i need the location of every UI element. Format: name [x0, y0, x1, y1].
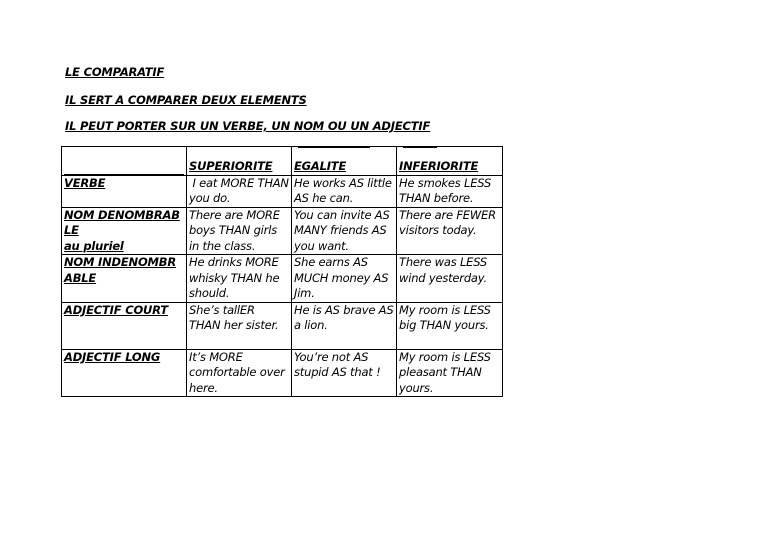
row-label-adjectif-court: ADJECTIF COURT: [62, 302, 187, 349]
cell-superiorite: I eat MORE THAN you do.: [187, 175, 292, 207]
header-label-inferiorite: INFERIORITE: [399, 159, 479, 173]
table-header-row: [62, 147, 503, 176]
table-row: [62, 175, 503, 207]
row-label-nom-indenombrable: NOM INDENOMBRABLE: [62, 255, 187, 303]
cell-superiorite: He drinks MORE whisky THAN he should.: [187, 255, 292, 303]
row-label-adjectif-long: ADJECTIF LONG: [62, 349, 187, 397]
table-row: [62, 207, 503, 255]
row-label-verbe: VERBE: [62, 175, 187, 207]
table-row: [62, 302, 503, 349]
cell-inferiorite: My room is LESS big THAN yours.: [397, 302, 503, 349]
cell-egalite: He works AS little AS he can.: [292, 175, 397, 207]
comparison-table: [61, 146, 503, 397]
header-empty-cell: [62, 147, 187, 176]
row-label-line: au pluriel: [64, 238, 124, 253]
cell-superiorite: It’s MORE comfortable over here.: [187, 349, 292, 397]
header-label-superiorite: SUPERIORITE: [189, 159, 273, 173]
header-inferiorite: [397, 147, 503, 176]
cell-inferiorite: My room is LESS pleasant THAN yours.: [397, 349, 503, 397]
purpose-heading: IL SERT A COMPARER DEUX ELEMENTS: [65, 93, 307, 107]
cell-egalite: You can invite AS MANY friends AS you want.: [292, 207, 397, 255]
cell-inferiorite: There was LESS wind yesterday.: [397, 255, 503, 303]
page-title: LE COMPARATIF: [65, 65, 165, 79]
cell-egalite: He is AS brave AS a lion.: [292, 302, 397, 349]
cell-superiorite: She’s tallER THAN her sister.: [187, 302, 292, 349]
header-superiorite: [187, 147, 292, 176]
header-label-egalite: EGALITE: [294, 159, 347, 173]
table-row: [62, 349, 503, 397]
row-label-line: NOM DENOMBRABLE: [64, 207, 180, 237]
cell-inferiorite: There are FEWER visitors today.: [397, 207, 503, 255]
scope-heading: IL PEUT PORTER SUR UN VERBE, UN NOM OU UN ADJECTIF: [65, 119, 431, 133]
cell-inferiorite: He smokes LESS THAN before.: [397, 175, 503, 207]
row-label-nom-denombrable: [62, 207, 187, 255]
cell-superiorite: There are MORE boys THAN girls in the class.: [187, 207, 292, 255]
cell-egalite: You’re not AS stupid AS that !: [292, 349, 397, 397]
cell-egalite: She earns AS MUCH money AS Jim.: [292, 255, 397, 303]
table-row: [62, 255, 503, 303]
header-egalite: [292, 147, 397, 176]
